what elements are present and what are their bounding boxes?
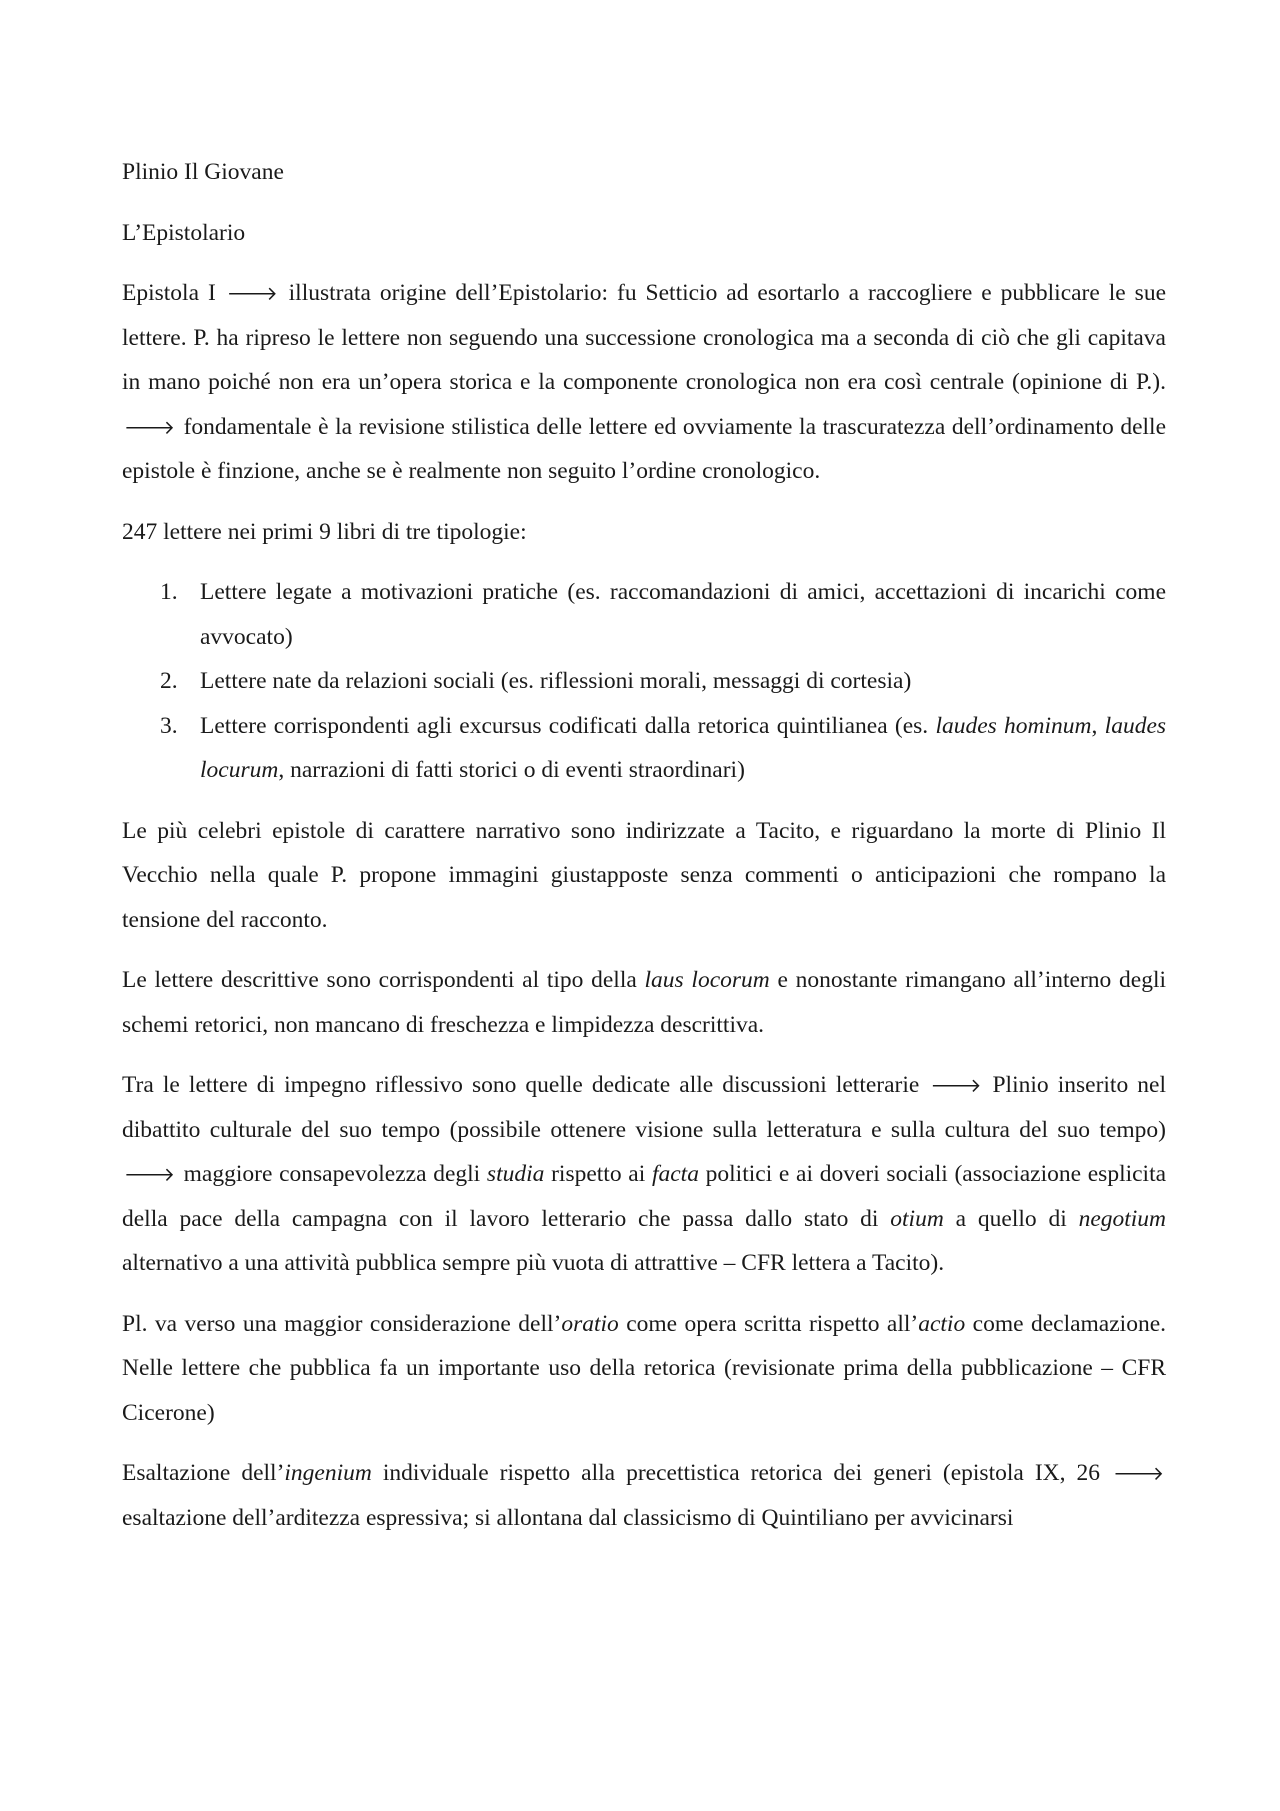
p5-text-a: Tra le lettere di impegno riflessivo sono quelle dedicate alle discussioni letterarie	[122, 1072, 920, 1098]
p7-text-a: Esaltazione dell’	[122, 1460, 285, 1486]
p6-text-b: come opera scritta rispetto all’	[626, 1310, 919, 1337]
document-page	[122, 150, 1166, 1556]
paragraph-epistola-i	[122, 271, 1166, 494]
p5-text-e: politici e ai doveri sociali (associazione esplicita della pace della campagna con il lavoro letterario che passa dallo stato di	[122, 1161, 1167, 1232]
section-heading-text: L’Epistolario	[122, 219, 246, 246]
list-item	[122, 659, 1166, 704]
p3-text: Le più celebri epistole di carattere narrativo sono indirizzate a Tacito, e riguardano la morte di Plinio Il Vecchio nella quale P. propone immagini giustapposte senza commenti o anticipazioni che rompano la tensione del racconto.	[122, 817, 1166, 933]
title-text: Plinio Il Giovane	[122, 159, 284, 185]
italic-term: negotium	[1078, 1205, 1167, 1232]
right-arrow-icon: 🡒	[226, 283, 278, 305]
list-item-text: Lettere corrispondenti agli excursus codificati dalla retorica quintilianea (es.	[200, 712, 929, 739]
p5-text-b: Plinio inserito nel dibattito culturale del suo tempo (possibile ottenere visione sulla letteratura e sulla cultura del suo tempo)	[122, 1072, 1167, 1143]
p4-text-b: e nonostante rimangano all’interno degli schemi retorici, non mancano di freschezza e limpidezza descrittiva.	[122, 967, 1167, 1038]
p1-text-a: Epistola I	[122, 280, 216, 306]
list-number: 2.	[160, 668, 178, 694]
paragraph-reflective-letters	[122, 1063, 1166, 1286]
p7-text-c: esaltazione dell’arditezza espressiva; si allontana dal classicismo di Quintiliano per avvicinarsi	[122, 1504, 1014, 1531]
p7-text-b: individuale rispetto alla precettistica retorica dei generi (epistola IX, 26	[382, 1460, 1101, 1486]
document-title	[122, 150, 1166, 195]
italic-term: laudes hominum	[935, 712, 1092, 739]
p5-text-c: maggiore consapevolezza degli	[183, 1161, 481, 1187]
list-item	[122, 704, 1166, 793]
list-item-text: Lettere legate a motivazioni pratiche (es. raccomandazioni di amici, accettazioni di incarichi come avvocato)	[200, 579, 1166, 650]
p5-text-g: alternativo a una attività pubblica sempre più vuota di attrattive – CFR lettera a Tacito).	[122, 1250, 945, 1276]
right-arrow-icon: 🡒	[1113, 1463, 1165, 1485]
italic-term: ingenium	[284, 1460, 372, 1486]
right-arrow-icon: 🡒	[124, 1164, 175, 1186]
p1-text-c: fondamentale è la revisione stilistica delle lettere ed ovviamente la trascuratezza dell’ordinamento delle epistole è finzione, anche se è realmente non seguito l’ordine cronologico.	[122, 413, 1166, 484]
paragraph-ingenium	[122, 1451, 1166, 1540]
list-number: 3.	[160, 712, 178, 739]
list-item-text: ,	[1091, 712, 1098, 739]
italic-term: laudes locurum	[200, 712, 1167, 783]
list-item-text: , narrazioni di fatti storici o di eventi straordinari)	[278, 757, 745, 783]
paragraph-descriptive-letters	[122, 958, 1166, 1047]
p6-text-a: Pl. va verso una maggior considerazione dell’	[122, 1310, 562, 1337]
list-item-text: Lettere nate da relazioni sociali (es. riflessioni morali, messaggi di cortesia)	[200, 668, 912, 694]
italic-term: actio	[918, 1310, 966, 1337]
paragraph-narrative-letters	[122, 809, 1166, 943]
italic-term: otium	[890, 1205, 944, 1232]
letter-types-list	[122, 570, 1166, 793]
p5-text-d: rispetto ai	[551, 1161, 646, 1187]
right-arrow-icon: 🡒	[124, 416, 175, 439]
italic-term: laus locorum	[644, 967, 770, 993]
paragraph-oratio	[122, 1302, 1166, 1436]
right-arrow-icon: 🡒	[930, 1075, 982, 1097]
list-number: 1.	[160, 579, 178, 605]
italic-term: facta	[651, 1161, 699, 1187]
p4-text-a: Le lettere descrittive sono corrispondenti al tipo della	[122, 967, 637, 993]
italic-term: studia	[486, 1161, 545, 1187]
list-item	[122, 570, 1166, 659]
p1-text-b: illustrata origine dell’Epistolario: fu Setticio ad esortarlo a raccogliere e pubblicare le sue lettere. P. ha ripreso le lettere non seguendo una successione cronologica ma a seconda di ciò che gli capitava in mano poiché non era un’opera storica e la componente cronologica non era così centrale (opinione di P.).	[122, 280, 1167, 395]
p6-text-c: come declamazione. Nelle lettere che pubblica fa un importante uso della retorica (revisionate prima della pubblicazione – CFR Cicerone)	[122, 1310, 1166, 1426]
p2-text: 247 lettere nei primi 9 libri di tre tipologie:	[122, 518, 527, 545]
paragraph-letter-count	[122, 510, 1166, 555]
p5-text-f: a quello di	[955, 1205, 1067, 1232]
italic-term: oratio	[561, 1310, 619, 1337]
section-heading	[122, 211, 1166, 256]
